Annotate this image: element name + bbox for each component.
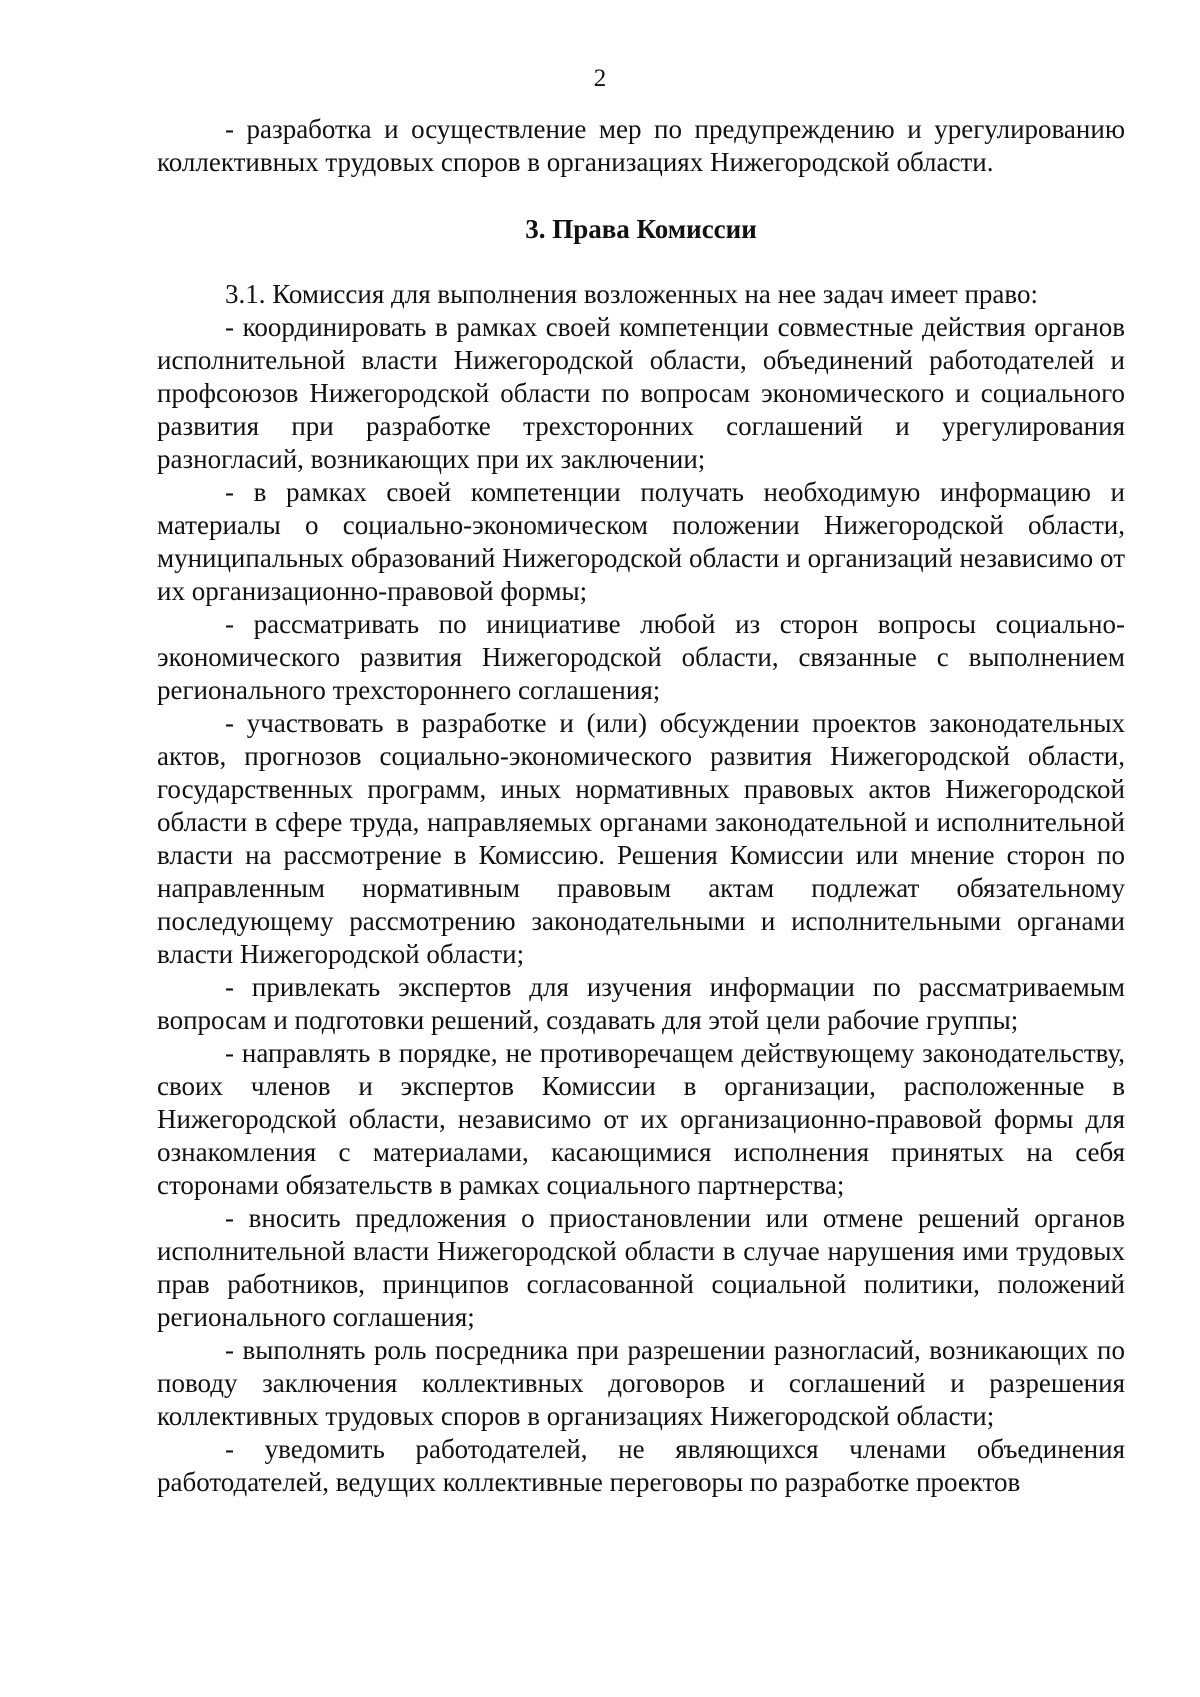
paragraph-obtain-information: - в рамках своей компетенции получать необходимую информацию и материалы о социально-экономическом положении Нижегородской области, муниципальных образований Нижегородской области и организаций независимо от их организационно-правовой формы; bbox=[157, 477, 1125, 606]
spacer bbox=[157, 179, 1125, 213]
paragraph-propose-suspension: - вносить предложения о приостановлении или отмене решений органов исполнительной власти Нижегородской области в случае нарушения ими трудовых прав работников, принципов согласованной социальной политики, положений регионального соглашения; bbox=[157, 1203, 1125, 1332]
intro-paragraph: - разработка и осуществление мер по предупреждению и урегулированию коллективных трудовых споров в организациях Нижегородской области. bbox=[157, 114, 1125, 177]
paragraph-coordinate: - координировать в рамках своей компетенции совместные действия органов исполнительной власти Нижегородской области, объединений работодателей и профсоюзов Нижегородской области по вопросам экономического и социального развития при разработке трехсторонних соглашений и урегулирования разногласий, возникающих при их заключении; bbox=[157, 312, 1125, 474]
paragraph-involve-experts: - привлекать экспертов для изучения информации по рассматриваемым вопросам и подготовки решений, создавать для этой цели рабочие группы; bbox=[157, 972, 1125, 1035]
document-body bbox=[157, 113, 1125, 1499]
section-heading: 3. Права Комиссии bbox=[525, 214, 757, 244]
paragraph-3-1: 3.1. Комиссия для выполнения возложенных на нее задач имеет право: bbox=[225, 279, 1038, 309]
paragraph-participate-drafting: - участвовать в разработке и (или) обсуждении проектов законодательных актов, прогнозов социально-экономического развития Нижегородской области, государственных программ, иных нормативных правовых актов Нижегородской области в сфере труда, направляемых органами законодательной и исполнительной власти на рассмотрение в Комиссию. Решения Комиссии или мнение сторон по направленным нормативным правовым актам подлежат обязательному последующему рассмотрению законодательными и исполнительными органами власти Нижегородской области; bbox=[157, 708, 1125, 969]
paragraph-notify-employers: - уведомить работодателей, не являющихся членами объединения работодателей, ведущих коллективные переговоры по разработке проектов bbox=[157, 1434, 1125, 1497]
paragraph-send-members: - направлять в порядке, не противоречащем действующему законодательству, своих членов и экспертов Комиссии в организации, расположенные в Нижегородской области, независимо от их организационно-правовой формы для ознакомления с материалами, касающимися исполнения принятых на себя сторонами обязательств в рамках социального партнерства; bbox=[157, 1038, 1125, 1200]
spacer bbox=[157, 246, 1125, 278]
page-number: 2 bbox=[593, 65, 607, 92]
paragraph-mediator-role: - выполнять роль посредника при разрешении разногласий, возникающих по поводу заключения коллективных договоров и соглашений и разрешения коллективных трудовых споров в организациях Нижегородской области; bbox=[157, 1335, 1125, 1431]
paragraph-consider-issues: - рассматривать по инициативе любой из сторон вопросы социально-экономического развития Нижегородской области, связанные с выполнением регионального трехстороннего соглашения; bbox=[157, 609, 1125, 705]
